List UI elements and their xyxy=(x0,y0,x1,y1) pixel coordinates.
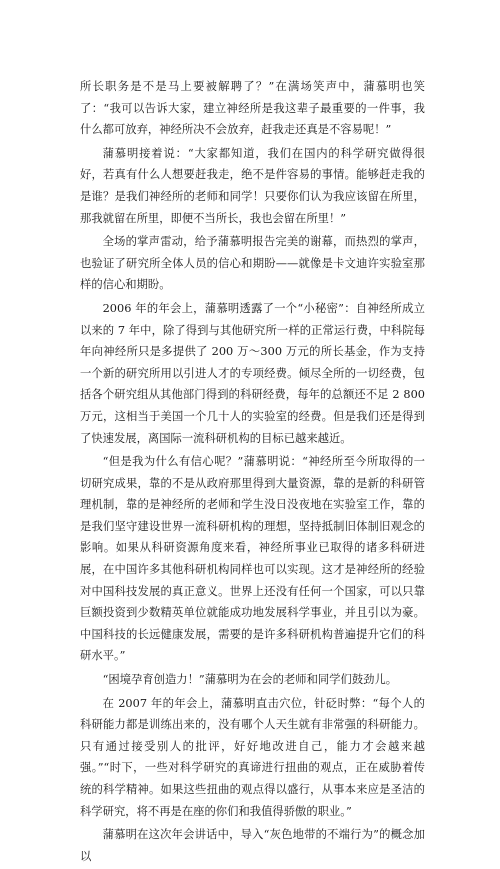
paragraph-6: “困境孕育创造力！”蒲慕明为在会的老师和同学们鼓劲儿。 xyxy=(102,673,398,687)
paragraph-1: 所长职务是不是马上要被解聘了？”在满场笑声中，蒲慕明也笑了：“我可以告诉大家，建立神经所是我这辈子最重要的一件事，我什么都可放弃，神经所决不会放弃，赶我走还真是不容易呢！” xyxy=(80,80,425,137)
paragraph-2: 蒲慕明接着说：“大家都知道，我们在国内的科学研究做得很好，若真有什么人想要赶我走，绝不是件容易的事情。能够赶走我的是谁？是我们神经所的老师和同学！只要你们认为我应该留在所里，那我就留在所里，即便不当所长，我也会留在所里！” xyxy=(80,146,425,225)
paragraph-7: 在 2007 年的年会上，蒲慕明直击穴位，针砭时弊：“每个人的科研能力都是训练出来的，没有哪个人天生就有非常强的科研能力。只有通过接受别人的批评，好好地改进自己，能力才会越来越强。”“时下，一些对科学研究的真谛进行扭曲的观点，正在威胁着传统的科学精神。如果这些扭曲的观点得以盛行，从事本来应是圣洁的科学研究，将不再是在座的你们和我值得骄傲的职业。” xyxy=(80,696,425,818)
paragraph-8: 蒲慕明在这次年会讲话中，导入“灰色地带的不端行为”的概念加以 xyxy=(80,828,425,863)
paragraph-3: 全场的掌声雷动，给予蒲慕明报告完美的谢幕，而热烈的掌声，也验证了研究所全体人员的信心和期盼——就像是卡文迪许实验室那样的信心和期盼。 xyxy=(80,235,425,292)
paragraph-5: “但是我为什么有信心呢？”蒲慕明说：“神经所至今所取得的一切研究成果，靠的不是从政府那里得到大量资源，靠的是新的科研管理机制，靠的是神经所的老师和学生没日没夜地在实验室工作，靠的是我们坚守建设世界一流科研机构的理想，坚持抵制旧体制旧观念的影响。如果从科研资源角度来看，神经所事业已取得的诸多科研进展，在中国许多其他科研机构同样也可以实现。这才是神经所的经验对中国科技发展的真正意义。世界上还没有任何一个国家，可以只靠巨额投资到少数精英单位就能成功地发展科学事业，并且引以为豪。中国科技的长远健康发展，需要的是许多科研机构普遍提升它们的科研水平。” xyxy=(80,455,425,663)
paragraph-4: 2006 年的年会上，蒲慕明透露了一个“小秘密”：自神经所成立以来的 7 年中，除了得到与其他研究所一样的正常运行费，中科院每年向神经所只是多提供了 200 万～300 万元的所长基金，作为支持一个新的研究所用以引进人才的专项经费。倾尽全所的一切经费，包括各个研究组从其他部门得到的科研经费，每年的总额还不足 2 800 万元，这相当于美国一个几十人的实验室的经费。但是我们还是得到了快速发展，离国际一流科研机构的目标已越来越近。 xyxy=(80,301,425,445)
document-body xyxy=(80,76,425,869)
